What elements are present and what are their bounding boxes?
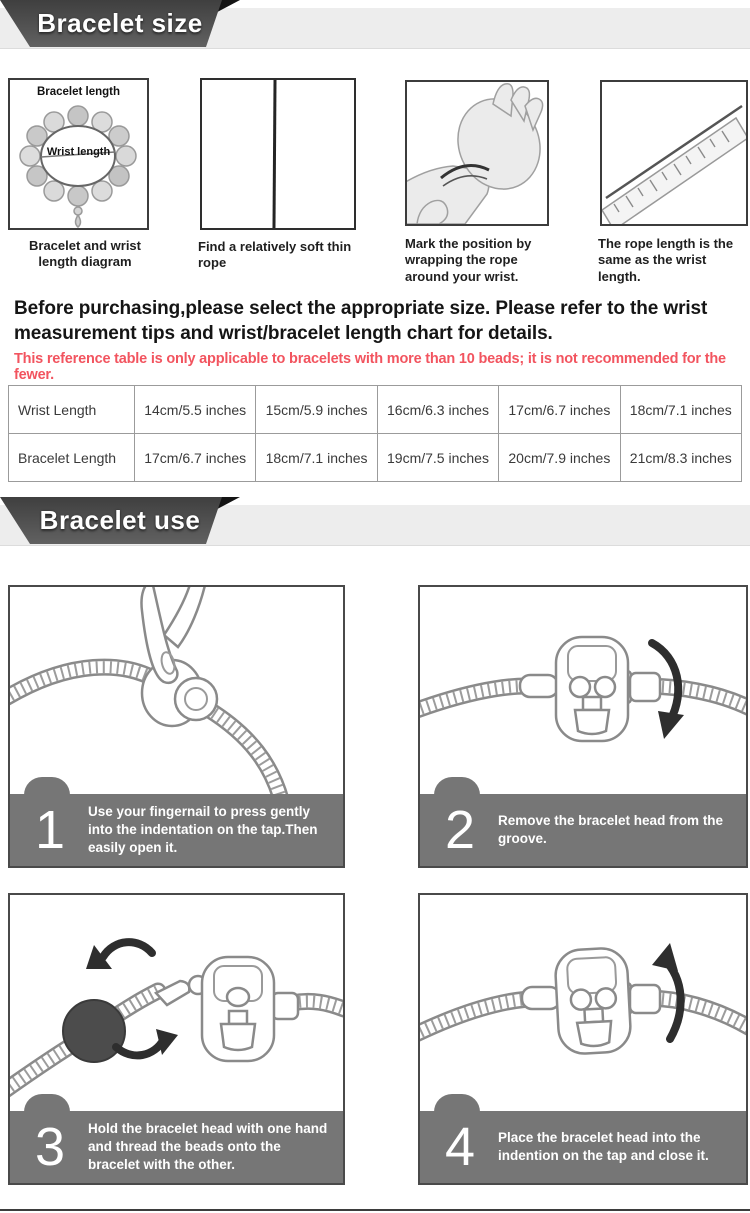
step-3-text: Hold the bracelet head with one hand and thread the beads onto the bracelet with the other. bbox=[88, 1121, 328, 1172]
size-table bbox=[8, 385, 742, 482]
rope-illustration bbox=[273, 80, 277, 228]
bracelet-size-cell: 18cm/7.1 inches bbox=[256, 434, 377, 482]
usage-step-4-panel bbox=[418, 893, 748, 1185]
bracelet-size-cell: 17cm/6.7 inches bbox=[135, 434, 256, 482]
step-4-caption-bar bbox=[420, 1111, 746, 1183]
step-4-illustration bbox=[420, 895, 746, 1115]
step-3-illustration bbox=[10, 895, 343, 1115]
bracelet-length-header: Bracelet Length bbox=[9, 434, 135, 482]
step-1-number: 1 bbox=[34, 800, 66, 860]
reference-table-note: This reference table is only applicable to bracelets with more than 10 beads; it is not recommended for the fewer. bbox=[14, 351, 726, 383]
usage-step-3-panel bbox=[8, 893, 345, 1185]
usage-step-1-panel bbox=[8, 585, 345, 868]
step-1-illustration bbox=[10, 587, 343, 798]
bracelet-diagram-box bbox=[8, 78, 149, 230]
usage-step-2-panel bbox=[418, 585, 748, 868]
wrist-size-cell: 17cm/6.7 inches bbox=[499, 386, 620, 434]
wrist-wrap-box bbox=[405, 80, 549, 226]
step-1-caption-bar bbox=[10, 794, 343, 866]
wrist-size-cell: 18cm/7.1 inches bbox=[620, 386, 741, 434]
measure-step-4-caption: The rope length is the same as the wrist length. bbox=[598, 236, 734, 284]
ruler-box bbox=[600, 80, 748, 226]
step-4-text: Place the bracelet head into the indention on the tap and close it. bbox=[498, 1130, 709, 1163]
bracelet-length-label: Bracelet length bbox=[36, 86, 121, 98]
step-2-caption-bar bbox=[420, 794, 746, 866]
wrist-wrap-illustration bbox=[407, 82, 547, 224]
size-selection-heading: Before purchasing,please select the appropriate size. Please refer to the wrist measurement tips and wrist/bracelet length chart for details. bbox=[14, 298, 708, 345]
step-3-number: 3 bbox=[34, 1117, 66, 1177]
bracelet-size-cell: 21cm/8.3 inches bbox=[620, 434, 741, 482]
bracelet-use-banner bbox=[0, 497, 750, 555]
step-2-number: 2 bbox=[444, 800, 476, 860]
measure-step-1-caption: Bracelet and wrist length diagram bbox=[29, 238, 141, 270]
wrist-size-cell: 15cm/5.9 inches bbox=[256, 386, 377, 434]
section-title-bracelet-use: Bracelet use bbox=[39, 505, 201, 535]
wrist-length-header: Wrist Length bbox=[9, 386, 135, 434]
table-row-bracelet bbox=[9, 434, 742, 482]
step-3-caption-bar bbox=[10, 1111, 343, 1183]
bottom-divider bbox=[0, 1209, 750, 1211]
step-2-text: Remove the bracelet head from the groove. bbox=[498, 813, 724, 846]
wrist-size-cell: 16cm/6.3 inches bbox=[377, 386, 498, 434]
measurement-steps-row bbox=[0, 56, 750, 294]
wrist-length-label: Wrist length bbox=[46, 146, 111, 158]
step-2-illustration bbox=[420, 587, 746, 798]
bracelet-size-cell: 20cm/7.9 inches bbox=[499, 434, 620, 482]
bracelet-size-banner bbox=[0, 0, 750, 58]
wrist-size-cell: 14cm/5.5 inches bbox=[135, 386, 256, 434]
measure-step-3-caption: Mark the position by wrapping the rope around your wrist. bbox=[405, 236, 532, 284]
section-title-bracelet-size: Bracelet size bbox=[37, 8, 203, 38]
bracelet-size-cell: 19cm/7.5 inches bbox=[377, 434, 498, 482]
step-4-number: 4 bbox=[444, 1117, 476, 1177]
table-row-wrist bbox=[9, 386, 742, 434]
measure-step-2-caption: Find a relatively soft thin rope bbox=[198, 239, 352, 271]
ruler-illustration bbox=[602, 82, 746, 224]
rope-box bbox=[200, 78, 356, 230]
step-1-text: Use your fingernail to press gently into the indentation on the tap.Then easily open it. bbox=[88, 804, 318, 855]
